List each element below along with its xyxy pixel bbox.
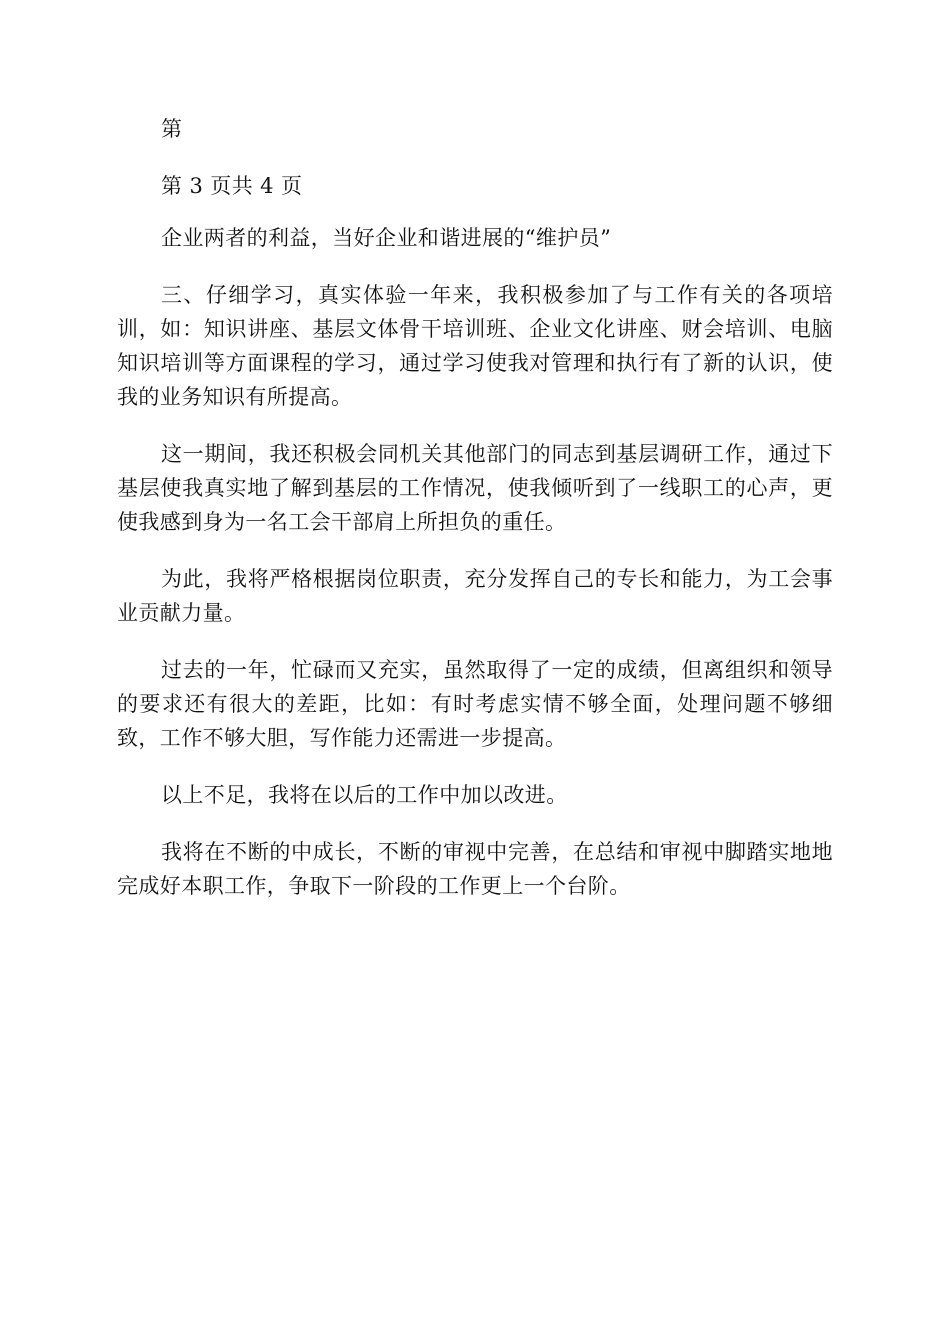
paragraph-grassroots-research: 这一期间，我还积极会同机关其他部门的同志到基层调研工作，通过下基层使我真实地了解到基层的工作情况，使我倾听到了一线职工的心声，更使我感到身为一名工会干部肩上所担负的重任。: [117, 442, 833, 534]
document-body: [117, 112, 833, 903]
paragraph-growth: 我将在不断的中成长，不断的审视中完善，在总结和审视中脚踏实地地完成好本职工作，争取下一阶段的工作更上一个台阶。: [117, 840, 833, 898]
page-number-text: 第 3 页共 4 页: [161, 174, 303, 198]
paragraph-study-training: 三、仔细学习，真实体验一年来，我积极参加了与工作有关的各项培训，如：知识讲座、基层文体骨干培训班、企业文化讲座、财会培训、电脑知识培训等方面课程的学习，通过学习使我对管理和执行有了新的认识，使我的业务知识有所提高。: [117, 283, 833, 409]
paragraph-responsibility: 为此，我将严格根据岗位职责，充分发挥自己的专长和能力，为工会事业贡献力量。: [117, 567, 833, 625]
paragraph-enterprise-interest: 企业两者的利益，当好企业和谐进展的“维护员”: [161, 226, 612, 250]
paragraph-fragment: 第: [161, 117, 183, 141]
paragraph-past-year: 过去的一年，忙碌而又充实，虽然取得了一定的成绩，但离组织和领导的要求还有很大的差距，比如：有时考虑实情不够全面，处理问题不够细致，工作不够大胆，写作能力还需进一步提高。: [117, 658, 833, 750]
paragraph-improvement: 以上不足，我将在以后的工作中加以改进。: [161, 783, 568, 807]
